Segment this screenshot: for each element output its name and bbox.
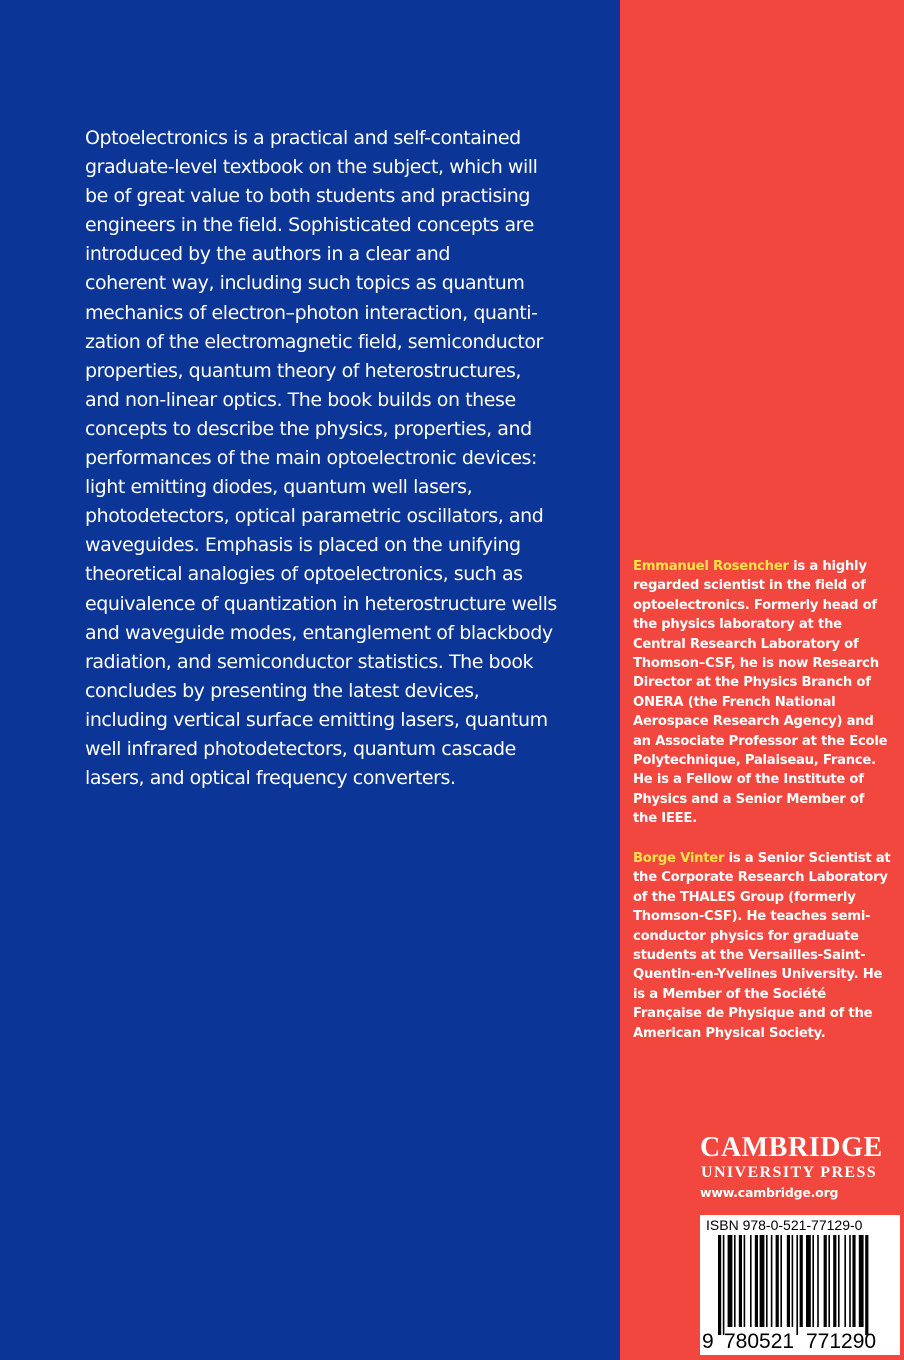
blurb-line: concepts to describe the physics, properties, and	[85, 417, 532, 440]
blurb-line: performances of the main optoelectronic devices:	[85, 447, 537, 470]
barcode-bar	[755, 1235, 758, 1327]
barcode-bar	[771, 1235, 773, 1327]
bio-line: Polytechnique, Palaiseau, France.	[633, 753, 876, 769]
barcode-bar	[728, 1235, 733, 1327]
bio-line: the IEEE.	[633, 811, 697, 827]
barcode-bar	[865, 1235, 868, 1335]
blurb-line: and non-linear optics. The book builds on these	[85, 388, 516, 411]
blurb-line: photodetectors, optical parametric oscillators, and	[85, 505, 544, 528]
barcode-digit-group-right: 771290	[806, 1330, 877, 1353]
barcode-bar	[833, 1235, 836, 1327]
blurb-line: mechanics of electron–photon interaction, quanti-	[85, 301, 538, 324]
barcode-bar	[796, 1235, 798, 1335]
barcode-bar	[844, 1235, 846, 1327]
blurb-line: theoretical analogies of optoelectronics, such as	[85, 563, 523, 586]
barcode-bar	[776, 1235, 779, 1327]
barcode-bar	[824, 1235, 827, 1327]
bio-line: students at the Versailles-Saint-	[633, 948, 866, 964]
bio-line: is a Member of the Société	[633, 986, 826, 1002]
blurb-line: be of great value to both students and practising	[85, 185, 530, 208]
bio-line: Thomson-CSF). He teaches semi-	[633, 909, 871, 925]
bio-line: ONERA (the French National	[633, 694, 836, 710]
bio-line: He is a Fellow of the Institute of	[633, 772, 864, 788]
barcode-bar	[838, 1235, 840, 1327]
bio-line: the Corporate Research Laboratory	[633, 870, 888, 886]
barcode-digit-group-left: 780521	[724, 1330, 795, 1353]
blurb-line: engineers in the field. Sophisticated concepts are	[85, 214, 534, 237]
barcode-bars	[700, 1235, 900, 1335]
blurb-line: well infrared photodetectors, quantum cascade	[85, 737, 516, 760]
barcode-bar	[792, 1235, 794, 1327]
bio-line: American Physical Society.	[633, 1025, 826, 1041]
bio-line: Director at the Physics Branch of	[633, 675, 871, 691]
blurb-line: zation of the electromagnetic field, semiconductor	[85, 330, 543, 353]
bio-line: regarded scientist in the field of	[633, 578, 866, 594]
barcode-bar	[750, 1235, 752, 1327]
barcode-bar	[787, 1235, 790, 1327]
barcode-bar	[828, 1235, 830, 1327]
bio-line: the physics laboratory at the	[633, 617, 842, 633]
bio-line: optoelectronics. Formerly head of	[633, 597, 877, 613]
blurb-line: graduate-level textbook on the subject, which will	[85, 156, 538, 179]
barcode-bar	[766, 1235, 768, 1327]
isbn-barcode	[700, 1215, 900, 1355]
blurb-line: concludes by presenting the latest devices,	[85, 679, 480, 702]
blurb-line: properties, quantum theory of heterostructures,	[85, 359, 522, 382]
barcode-bar	[734, 1235, 736, 1327]
barcode-bar	[817, 1235, 819, 1327]
bio-line: Quentin-en-Yvelines University. He	[633, 967, 883, 983]
bio-line: Central Research Laboratory of	[633, 636, 859, 652]
isbn-label: ISBN 978-0-521-77129-0	[706, 1217, 863, 1233]
barcode-bar	[739, 1235, 742, 1327]
bio-line: Française de Physique and of the	[633, 1006, 873, 1022]
blurb-line: Optoelectronics is a practical and self-contained	[85, 127, 521, 149]
blurb-line: waveguides. Emphasis is placed on the unifying	[85, 534, 521, 557]
blurb-line: light emitting diodes, quantum well lasers,	[85, 476, 473, 499]
bio-line: of the THALES Group (formerly	[633, 889, 856, 905]
book-description	[85, 124, 555, 793]
bio-first-line: Emmanuel Rosencher is a highly	[633, 559, 867, 574]
bio-line: Aerospace Research Agency) and	[633, 714, 874, 730]
publisher-subtitle: UNIVERSITY PRESS	[701, 1164, 878, 1181]
blurb-line: coherent way, including such topics as quantum	[85, 272, 525, 295]
blurb-line: introduced by the authors in a clear and	[85, 243, 450, 266]
barcode-bar	[852, 1235, 855, 1327]
barcode-bar	[859, 1235, 864, 1327]
barcode-bar	[806, 1235, 811, 1327]
author-bio-rosencher	[633, 557, 903, 829]
barcode-bar	[800, 1235, 803, 1327]
barcode-digit-lead: 9	[702, 1330, 714, 1353]
publisher-url: www.cambridge.org	[700, 1185, 839, 1200]
publisher-name: CAMBRIDGE	[700, 1132, 883, 1163]
blurb-line: and waveguide modes, entanglement of blackbody	[85, 621, 553, 644]
publisher-logo	[700, 1133, 883, 1202]
blurb-line: radiation, and semiconductor statistics. The book	[85, 650, 534, 673]
bio-line: Physics and a Senior Member of	[633, 791, 865, 807]
bio-lines	[633, 576, 903, 828]
blurb-line: equivalence of quantization in heterostructure wells	[85, 592, 557, 615]
author-name: Emmanuel Rosencher	[633, 559, 789, 574]
bio-line: an Associate Professor at the Ecole	[633, 733, 888, 749]
barcode-bar	[718, 1235, 721, 1335]
author-bio-vinter	[633, 849, 903, 1043]
barcode-bar	[849, 1235, 851, 1327]
author-name: Borge Vinter	[633, 851, 725, 866]
blurb-line: including vertical surface emitting lasers, quantum	[85, 708, 548, 731]
barcode-bar	[760, 1235, 765, 1327]
bio-lines	[633, 868, 903, 1043]
barcode-bar	[780, 1235, 782, 1327]
barcode-bar	[723, 1235, 725, 1335]
bio-line: conductor physics for graduate	[633, 928, 859, 944]
barcode-bar	[812, 1235, 814, 1327]
bio-first-line: Borge Vinter is a Senior Scientist at	[633, 851, 891, 866]
blurb-line: lasers, and optical frequency converters.	[85, 767, 456, 790]
bio-line: Thomson–CSF, he is now Research	[633, 656, 879, 672]
barcode-bar	[744, 1235, 746, 1327]
